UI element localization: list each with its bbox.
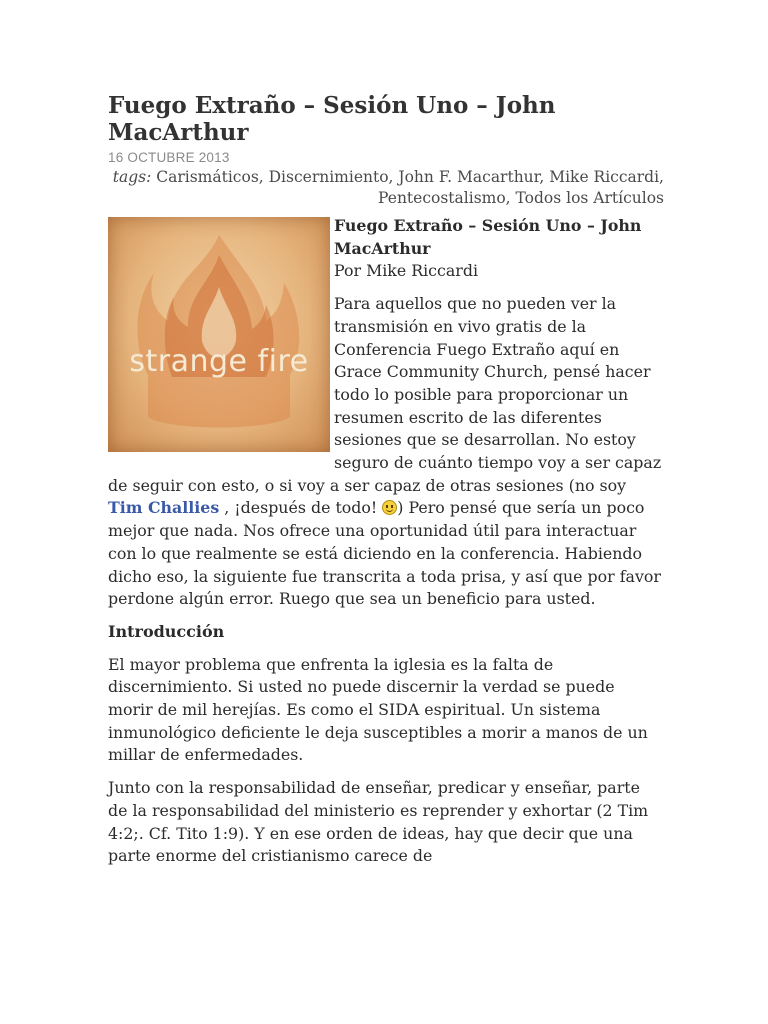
image-wordmark: strange fire: [129, 344, 309, 379]
tags-list[interactable]: Carismáticos, Discernimiento, John F. Macarthur, Mike Riccardi, Pentecostalismo, Todos los Artículos: [151, 168, 664, 207]
flame-icon: [108, 217, 330, 452]
paragraph-intro-text-a: Para aquellos que no pueden ver la transmisión en vivo gratis de la Conferencia Fuego Extraño aquí en Grace Community Church, pensé hacer todo lo posible para proporcionar un resumen escrito de las diferentes sesiones que se desarrollan. No estoy seguro de cuánto tiempo voy a ser capaz de seguir con esto, o si voy a ser capaz de otras sesiones (no soy: [108, 294, 662, 495]
article-subtitle: Fuego Extraño – Sesión Uno – John MacArthur: [334, 216, 642, 258]
strange-fire-image: [108, 217, 330, 452]
paragraph-2: El mayor problema que enfrenta la iglesia es la falta de discernimiento. Si usted no puede discernir la verdad se puede morir de mil herejías. Es como el SIDA espiritual. Un sistema inmunológico deficiente le deja susceptibles a morir a manos de un millar de enfermedades.: [108, 654, 648, 765]
tim-challies-link[interactable]: Tim Challies: [108, 498, 220, 518]
paragraph-intro-text-b: , ¡después de todo!: [219, 498, 383, 518]
section-heading: Introducción: [108, 621, 225, 641]
post-date: 16 OCTUBRE 2013: [108, 150, 230, 165]
smiley-icon: [382, 500, 397, 515]
page-title: Fuego Extraño – Sesión Uno – John MacArthur: [108, 92, 556, 146]
post-tags: [108, 167, 664, 209]
byline: Por Mike Riccardi: [334, 261, 479, 281]
tags-label: tags:: [112, 168, 152, 186]
paragraph-3: Junto con la responsabilidad de enseñar, predicar y enseñar, parte de la responsabilidad del ministerio es reprender y exhortar (2 Tim 4:2;. Cf. Tito 1:9). Y en ese orden de ideas, hay que decir que una parte enorme del cristianismo carece de: [108, 778, 649, 866]
paragraph-intro-text-c: ) Pero pensé que sería un poco mejor que nada. Nos ofrece una oportunidad útil para interactuar con lo que realmente se está diciendo en la conferencia. Habiendo dicho eso, la siguiente fue transcrita a toda prisa, y así que por favor perdone algún error. Ruego que sea un beneficio para usted.: [108, 498, 661, 609]
article-body: [108, 215, 664, 868]
article: [108, 92, 664, 878]
